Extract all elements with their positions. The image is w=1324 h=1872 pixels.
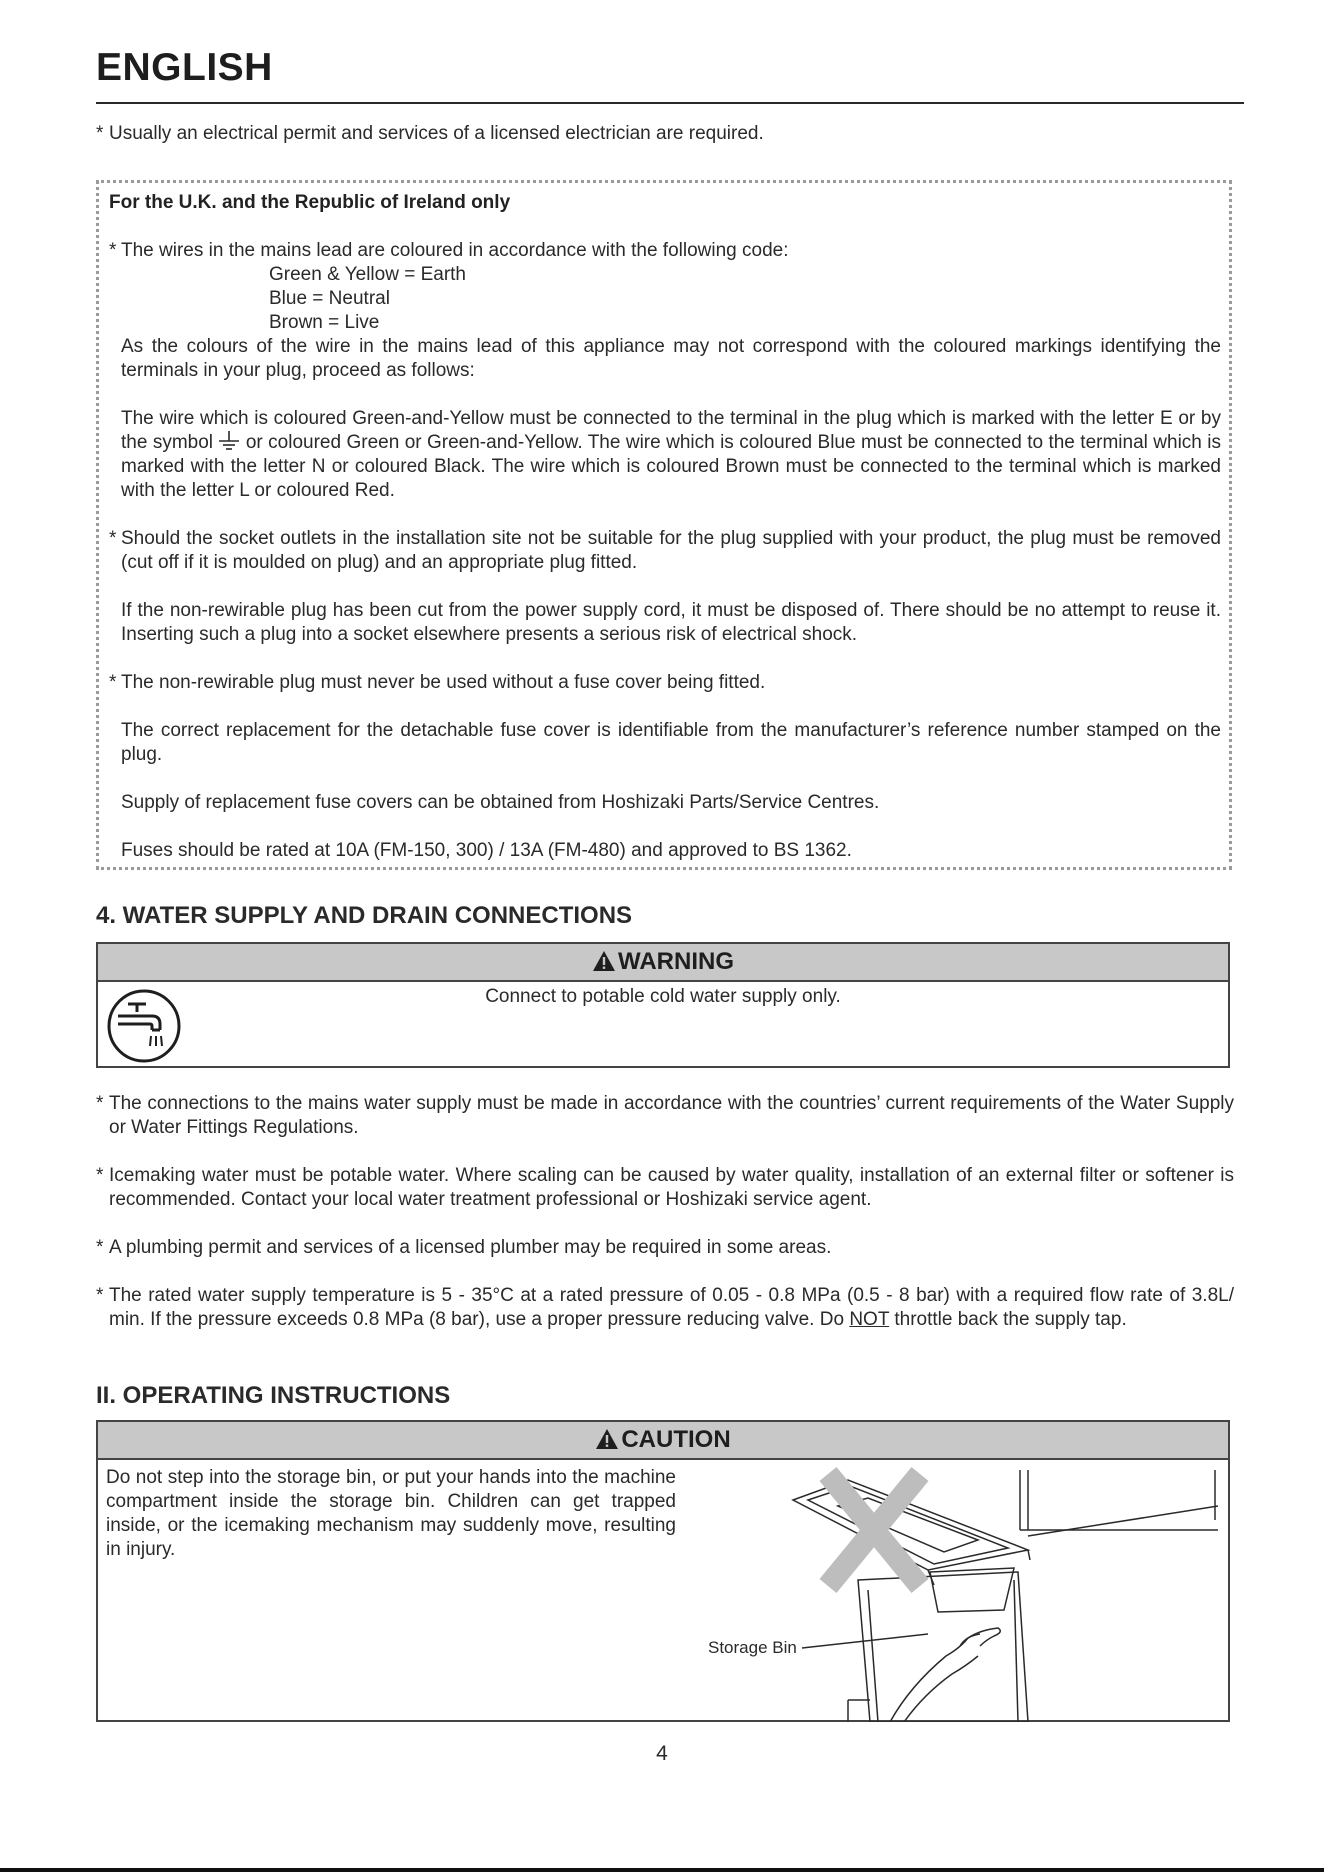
socket-paragraph: * Should the socket outlets in the installation site not be suitable for the plug supplied with your product, the plug must be removed (cut off if it is moulded on plug) and an appropriate plug fitted. <box>109 528 1221 573</box>
caution-panel <box>96 1420 1230 1722</box>
non-rewirable-paragraph: If the non-rewirable plug has been cut from the power supply cord, it must be disposed of. There should be no attempt to reuse it. Inserting such a plug into a socket elsewhere presents a serious risk of electrical shock. <box>121 600 1221 645</box>
warning-label: WARNING <box>618 948 734 975</box>
bullet-asterisk: * <box>96 123 104 144</box>
caution-text: Do not step into the storage bin, or put your hands into the machine compartment inside the storage bin. Children can get trapped inside, or the icemaking mechanism may suddenly move, resulting in injury. <box>106 1467 676 1560</box>
code-earth: Green & Yellow = Earth <box>269 264 466 285</box>
electrician-note <box>96 122 1234 146</box>
wires-intro: * The wires in the mains lead are coloured in accordance with the following code: <box>109 240 789 261</box>
storage-bin-illustration <box>698 1460 1228 1722</box>
warning-text: Connect to potable cold water supply only. <box>485 986 841 1007</box>
warning-header <box>98 944 1228 982</box>
water-note-plumber: * A plumbing permit and services of a licensed plumber may be required in some areas. <box>96 1237 832 1258</box>
operating-section-heading: II. OPERATING INSTRUCTIONS <box>96 1382 451 1409</box>
replacement-paragraph: The correct replacement for the detachable fuse cover is identifiable from the manufacturer’s reference number stamped on the plug. <box>121 720 1221 765</box>
warning-panel <box>96 942 1230 1068</box>
not-emphasis: NOT <box>849 1309 890 1330</box>
language-title: ENGLISH <box>96 46 273 89</box>
page-bottom-edge <box>0 1868 1324 1872</box>
storage-bin-label: Storage Bin <box>708 1638 797 1657</box>
uk-ireland-box <box>96 180 1232 870</box>
colour-code-list <box>109 263 1221 335</box>
fuses-paragraph: Fuses should be rated at 10A (FM-150, 300) / 13A (FM-480) and approved to BS 1362. <box>121 840 852 861</box>
caution-triangle-icon <box>595 1428 619 1450</box>
electrician-note-text: Usually an electrical permit and services of a licensed electrician are required. <box>109 123 764 144</box>
fuse-cover-note: * The non-rewirable plug must never be used without a fuse cover being fitted. <box>109 672 766 693</box>
code-live: Brown = Live <box>269 312 380 333</box>
water-note-potable: * Icemaking water must be potable water. Where scaling can be caused by water quality, installation of an external filter or softener is recommended. Contact your local water treatment professional or Hoshizaki service agent. <box>96 1165 1234 1210</box>
code-neutral: Blue = Neutral <box>269 288 390 309</box>
earth-symbol-icon <box>218 431 240 451</box>
water-section-heading: 4. WATER SUPPLY AND DRAIN CONNECTIONS <box>96 902 633 929</box>
water-note-regulations: * The connections to the mains water supply must be made in accordance with the countries’ current requirements of the Water Supply or Water Fittings Regulations. <box>96 1093 1234 1138</box>
colours-paragraph: As the colours of the wire in the mains lead of this appliance may not correspond with the coloured markings identifying the terminals in your plug, proceed as follows: <box>121 336 1221 381</box>
water-note-pressure: * The rated water supply temperature is 5 - 35°C at a rated pressure of 0.05 - 0.8 MPa (0.5 - 8 bar) with a required flow rate of 3.8L/ min. If the pressure exceeds 0.8 MPa (8 bar), use a proper pressure reducing valve. Do NOT throttle back the supply tap. <box>96 1285 1234 1330</box>
uk-box-heading: For the U.K. and the Republic of Ireland only <box>109 192 511 213</box>
caution-label: CAUTION <box>621 1426 731 1453</box>
title-divider <box>96 102 1244 104</box>
green-yellow-paragraph: The wire which is coloured Green-and-Yellow must be connected to the terminal in the plug which is marked with the letter E or by the symbol or coloured Green or Green-and-Yellow. The wire which is coloured Blue must be connected to the terminal which is marked with the letter N or coloured Black. The wire which is coloured Brown must be connected to the terminal which is marked with the letter L or coloured Red. <box>121 408 1221 501</box>
caution-header <box>98 1422 1228 1460</box>
warning-triangle-icon <box>592 950 616 972</box>
supply-paragraph: Supply of replacement fuse covers can be obtained from Hoshizaki Parts/Service Centres. <box>121 792 880 813</box>
page-number: 4 <box>656 1742 668 1765</box>
